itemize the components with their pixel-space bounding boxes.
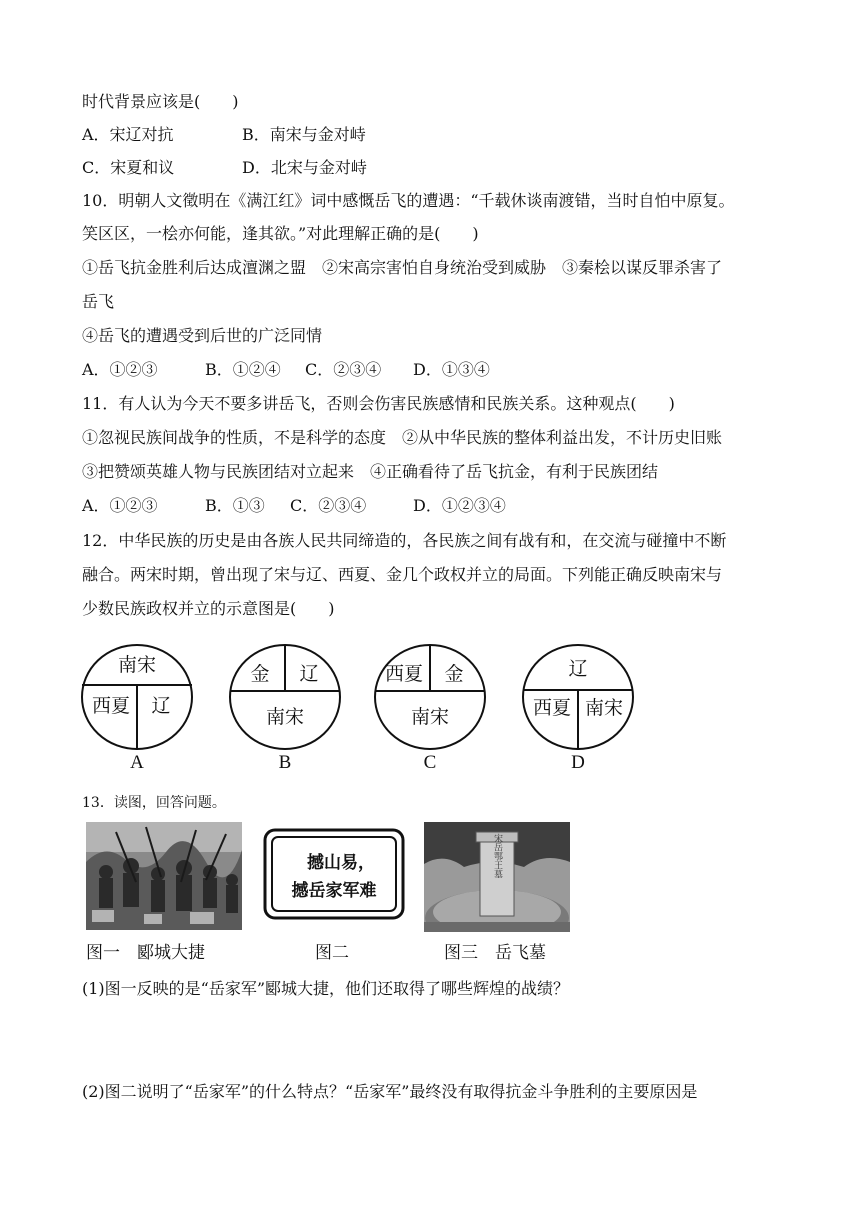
q12-stem-line2: 融合。两宋时期，曾出现了宋与辽、西夏、金几个政权并立的局面。下列能正确反映南宋与 (82, 565, 723, 584)
diagram-b-top-right-label: 辽 (299, 663, 319, 685)
diagram-c-top-left-label: 西夏 (384, 663, 424, 685)
figure-2-text-line1: 撼山易， (307, 853, 375, 873)
figure-2-text-line2: 撼岳家军难 (291, 881, 377, 901)
diagram-c-top-right-label: 金 (444, 663, 464, 685)
q11-statements-line2: ③把赞颂英雄人物与民族团结对立起来 ④正确看待了岳飞抗金，有利于民族团结 (82, 462, 659, 481)
q10-stem-line2: 笑区区，一桧亦何能，逢其欲。”对此理解正确的是( ) (82, 224, 479, 243)
q12-stem-line1: 12．中华民族的历史是由各族人民共同缔造的，各民族之间有战有和，在交流与碰撞中不断 (82, 531, 727, 550)
figure-2-caption: 图二 (315, 943, 349, 963)
figure-1-caption: 图一 郾城大捷 (86, 943, 205, 963)
q11-option-a: A．①②③ (82, 496, 158, 515)
diagram-d-letter: D (571, 752, 585, 773)
diagram-d-right-label: 南宋 (584, 697, 624, 719)
diagram-d (522, 644, 634, 750)
diagram-a (81, 644, 193, 750)
diagram-c-letter: C (423, 752, 437, 773)
q9-option-b: B．南宋与金对峙 (242, 125, 366, 144)
q10-option-d: D．①③④ (413, 360, 490, 379)
diagram-b-letter: B (278, 752, 292, 773)
diagram-b-bottom-label: 南宋 (265, 706, 305, 728)
q10-statements-line1: ①岳飞抗金胜利后达成澶渊之盟 ②宋高宗害怕自身统治受到威胁 ③秦桧以谋反罪杀害了 (82, 258, 723, 277)
q10-option-a: A．①②③ (82, 360, 158, 379)
q10-option-c: C．②③④ (305, 360, 382, 379)
q9-option-a: A．宋辽对抗 (82, 125, 174, 144)
diagram-b-top-left-label: 金 (250, 663, 270, 685)
q11-option-b: B．①③ (205, 496, 265, 515)
q10-option-b: B．①②④ (205, 360, 281, 379)
figure-2-calligraphy-image (263, 828, 405, 920)
q11-statements-line1: ①忽视民族间战争的性质，不是科学的态度 ②从中华民族的整体利益出发，不计历史旧账 (82, 428, 723, 447)
q9-stem-tail: 时代背景应该是( ) (82, 92, 239, 111)
q10-statements-line2: 岳飞 (82, 292, 115, 311)
diagram-a-letter: A (130, 752, 144, 773)
figure-3-caption: 图三 岳飞墓 (444, 943, 546, 963)
q13-sub2: (2)图二说明了“岳家军”的什么特点？“岳家军”最终没有取得抗金斗争胜利的主要原因是 (82, 1082, 698, 1101)
q10-statements-line3: ④岳飞的遭遇受到后世的广泛同情 (82, 326, 323, 345)
q12-stem-line3: 少数民族政权并立的示意图是( ) (82, 599, 335, 618)
diagram-c-bottom-label: 南宋 (410, 706, 450, 728)
q9-option-d: D．北宋与金对峙 (242, 158, 367, 177)
figure-3-tomb-image (424, 822, 570, 932)
q11-option-c: C．②③④ (290, 496, 367, 515)
q11-option-d: D．①②③④ (413, 496, 506, 515)
diagram-b (229, 644, 341, 750)
q13-stem: 13．读图，回答问题。 (82, 795, 226, 811)
q10-stem-line1: 10．明朝人文徵明在《满江红》词中感慨岳飞的遭遇：“千载休谈南渡错，当时自怕中原复。 (82, 191, 735, 210)
diagram-a-top-label: 南宋 (117, 654, 157, 676)
figure-1-battle-image (86, 822, 242, 930)
q11-stem: 11．有人认为今天不要多讲岳飞，否则会伤害民族感情和民族关系。这种观点( ) (82, 394, 675, 413)
q13-sub1: (1)图一反映的是“岳家军”郾城大捷，他们还取得了哪些辉煌的战绩？ (82, 979, 570, 998)
q9-option-c: C．宋夏和议 (82, 158, 175, 177)
figure-3-stone-text: 宋岳鄂王墓 (492, 833, 502, 879)
diagram-c (374, 644, 486, 750)
diagram-a-right-label: 辽 (151, 695, 171, 717)
diagram-d-left-label: 西夏 (532, 697, 572, 719)
diagram-d-top-label: 辽 (568, 658, 588, 680)
diagram-a-left-label: 西夏 (91, 695, 131, 717)
